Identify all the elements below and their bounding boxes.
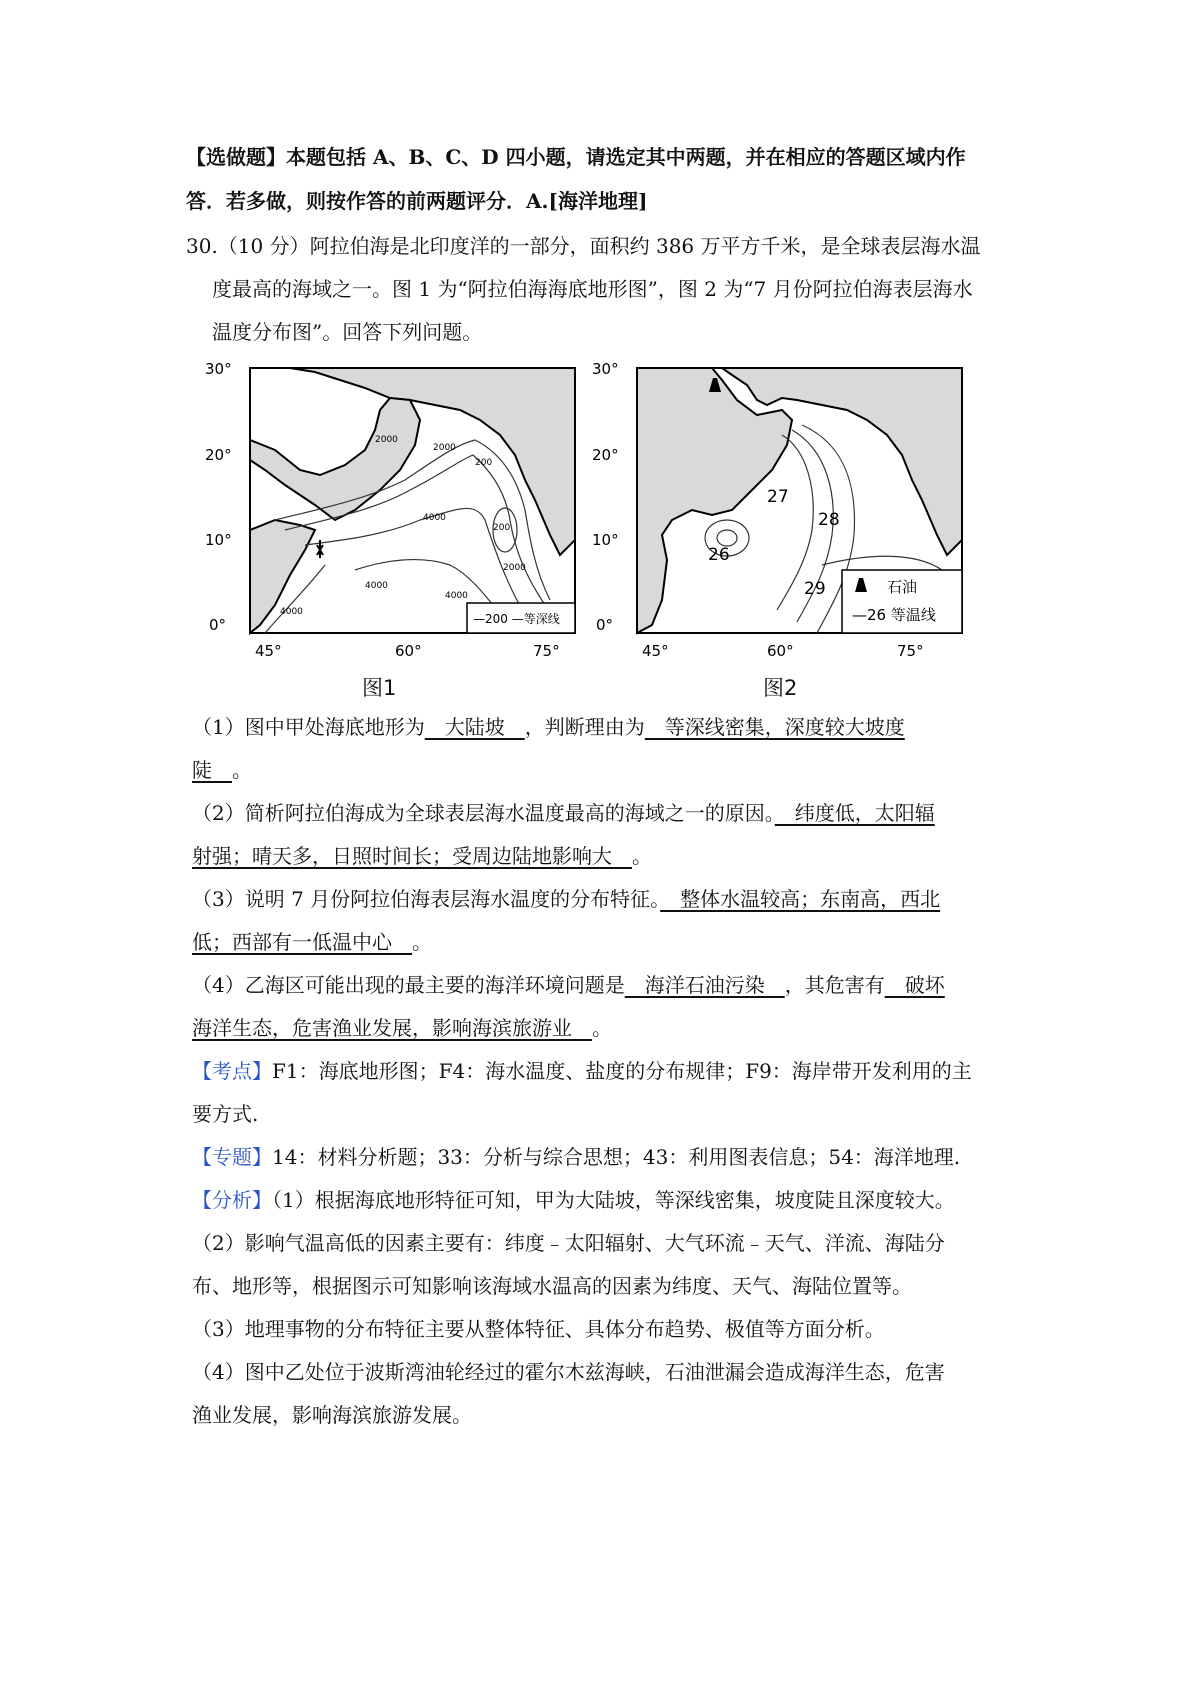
contour-label: 2000 — [375, 435, 398, 445]
question-text-1: 30.（10 分）阿拉伯海是北印度洋的一部分，面积约 386 万平方千米，是全球表层海水温 — [186, 234, 981, 258]
answer-3-line-2 — [192, 928, 432, 956]
isotherm-label: 29 — [804, 579, 826, 599]
kaodian-line-2: 要方式. — [192, 1102, 259, 1126]
answer-3-end: 。 — [412, 930, 432, 954]
legend-oil: 石油 — [887, 578, 918, 596]
lon-label: 60° — [767, 642, 794, 660]
lon-label: 45° — [255, 642, 282, 660]
answer-3-prefix: （3）说明 7 月份阿拉伯海表层海水温度的分布特征。 — [192, 887, 661, 911]
contour-label: 2000 — [433, 443, 456, 453]
lat-label: 10° — [592, 531, 619, 549]
lat-label: 0° — [596, 616, 614, 634]
contour-label: 4000 — [445, 591, 468, 601]
fenxi-line-1 — [192, 1186, 955, 1214]
figure1-legend: —200 —等深线 — [473, 612, 560, 626]
fenxi-tag: 【分析】 — [192, 1188, 272, 1212]
figure-2-caption: 图2 — [763, 676, 798, 700]
figure-2-map — [592, 360, 972, 664]
answer-4-end: 。 — [592, 1016, 612, 1040]
isotherm-label: 26 — [708, 545, 730, 565]
lat-label: 20° — [205, 446, 232, 464]
kaodian-tag: 【考点】 — [192, 1059, 272, 1083]
answer-3-blank-1: 整体水温较高；东南高，西北 — [660, 887, 941, 911]
lat-label: 10° — [205, 531, 232, 549]
answer-1-line-1 — [192, 713, 905, 741]
answer-1-blank-1: 大陆坡 — [424, 715, 525, 739]
answer-1-prefix: （1）图中甲处海底地形为 — [192, 715, 425, 739]
legend-isotherm: —26 等温线 — [852, 606, 936, 624]
lon-label: 75° — [897, 642, 924, 660]
answer-2-line-1 — [192, 799, 935, 827]
figure-1-caption: 图1 — [362, 676, 397, 700]
answer-1-end: 。 — [232, 758, 252, 782]
answer-4-blank-2-cont: 海洋生态，危害渔业发展，影响海滨旅游业 — [192, 1016, 592, 1040]
answer-4-blank-1: 海洋石油污染 — [624, 973, 785, 997]
header-line-1: 【选做题】本题包括 A、B、C、D 四小题，请选定其中两题，并在相应的答题区域内作 — [186, 145, 966, 169]
fenxi-p2-line-2: 布、地形等，根据图示可知影响该海域水温高的因素为纬度、天气、海陆位置等。 — [192, 1274, 912, 1298]
figure-1-map — [205, 360, 585, 664]
fenxi-p2-line-1: （2）影响气温高低的因素主要有：纬度﹣太阳辐射、大气环流﹣天气、洋流、海陆分 — [192, 1231, 945, 1255]
contour-label: 200 — [493, 523, 511, 533]
answer-3-line-1 — [192, 885, 940, 913]
answer-4-line-1 — [192, 971, 945, 999]
contour-label: 2000 — [503, 563, 526, 573]
fenxi-p3: （3）地理事物的分布特征主要从整体特征、具体分布趋势、极值等方面分析。 — [192, 1317, 885, 1341]
answer-2-line-2 — [192, 842, 652, 870]
zhuanti-tag: 【专题】 — [192, 1145, 272, 1169]
lat-label: 30° — [205, 360, 232, 378]
fenxi-p1: （1）根据海底地形特征可知，甲为大陆坡，等深线密集，坡度陡且深度较大。 — [272, 1188, 955, 1212]
answer-1-mid: ，判断理由为 — [524, 715, 645, 739]
header-line-2: 答．若多做，则按作答的前两题评分．A.[海洋地理] — [186, 189, 648, 213]
lat-label: 20° — [592, 446, 619, 464]
contour-label: 4000 — [423, 513, 446, 523]
lon-label: 45° — [642, 642, 669, 660]
fenxi-p4-line-1: （4）图中乙处位于波斯湾油轮经过的霍尔木兹海峡，石油泄漏会造成海洋生态，危害 — [192, 1360, 945, 1384]
lon-label: 60° — [395, 642, 422, 660]
lat-label: 0° — [209, 616, 227, 634]
answer-4-blank-2: 破坏 — [884, 973, 945, 997]
kaodian-text: F1：海底地形图；F4：海水温度、盐度的分布规律；F9：海岸带开发利用的主 — [272, 1059, 972, 1083]
fenxi-p4-line-2: 渔业发展，影响海滨旅游发展。 — [192, 1403, 472, 1427]
lat-label: 30° — [592, 360, 619, 378]
answer-1-blank-2-cont: 陡 — [192, 758, 232, 782]
zhuanti-text: 14：材料分析题；33：分析与综合思想；43：利用图表信息；54：海洋地理. — [272, 1145, 961, 1169]
answer-4-prefix: （4）乙海区可能出现的最主要的海洋环境问题是 — [192, 973, 625, 997]
answer-2-end: 。 — [632, 844, 652, 868]
answer-3-blank-1-cont: 低；西部有一低温中心 — [192, 930, 412, 954]
question-text-3: 温度分布图”。回答下列问题。 — [212, 320, 483, 344]
isotherm-label: 28 — [818, 510, 840, 530]
answer-4-mid: ，其危害有 — [784, 973, 885, 997]
answer-4-line-2 — [192, 1014, 612, 1042]
answer-1-line-2 — [192, 756, 252, 784]
contour-label: 4000 — [365, 581, 388, 591]
answer-2-blank-1: 纬度低，太阳辐 — [774, 801, 935, 825]
contour-label: 4000 — [280, 607, 303, 617]
contour-label: 200 — [475, 458, 493, 468]
isotherm-label: 27 — [767, 487, 789, 507]
lon-label: 75° — [533, 642, 560, 660]
answer-2-blank-1-cont: 射强；晴天多，日照时间长；受周边陆地影响大 — [192, 844, 632, 868]
question-text-2: 度最高的海域之一。图 1 为“阿拉伯海海底地形图”，图 2 为“7 月份阿拉伯海表层海水 — [212, 277, 973, 301]
answer-1-blank-2: 等深线密集，深度较大坡度 — [644, 715, 905, 739]
zhuanti-line — [192, 1143, 960, 1171]
answer-2-prefix: （2）简析阿拉伯海成为全球表层海水温度最高的海域之一的原因。 — [192, 801, 775, 825]
kaodian-line-1 — [192, 1057, 972, 1085]
